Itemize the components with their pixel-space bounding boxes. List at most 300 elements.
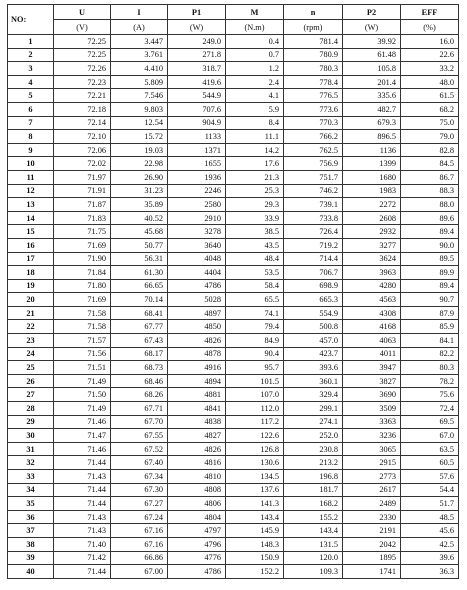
cell-p1: 1936 [168, 170, 226, 184]
cell-p1: 4796 [168, 537, 226, 551]
cell-n: 196.8 [284, 470, 343, 484]
cell-i: 3.761 [111, 48, 168, 62]
cell-eff: 48.0 [401, 75, 459, 89]
cell-no: 24 [8, 347, 54, 361]
column-header-i: I [111, 5, 168, 20]
cell-no: 29 [8, 415, 54, 429]
header-row [8, 5, 459, 20]
cell-i: 67.40 [111, 456, 168, 470]
cell-p1: 4804 [168, 510, 226, 524]
cell-eff: 75.6 [401, 388, 459, 402]
cell-m: 74.1 [226, 306, 284, 320]
cell-m: 2.4 [226, 75, 284, 89]
cell-u: 71.57 [54, 334, 111, 348]
cell-i: 67.55 [111, 429, 168, 443]
cell-i: 67.43 [111, 334, 168, 348]
cell-m: 130.6 [226, 456, 284, 470]
cell-i: 5.809 [111, 75, 168, 89]
cell-p2: 2042 [343, 537, 401, 551]
cell-m: 117.2 [226, 415, 284, 429]
cell-p2: 3624 [343, 252, 401, 266]
cell-eff: 87.9 [401, 306, 459, 320]
cell-i: 19.03 [111, 143, 168, 157]
cell-i: 67.24 [111, 510, 168, 524]
table-row [8, 402, 459, 416]
cell-p1: 4894 [168, 374, 226, 388]
cell-u: 72.23 [54, 75, 111, 89]
cell-u: 71.51 [54, 361, 111, 375]
cell-eff: 57.6 [401, 470, 459, 484]
cell-p2: 3827 [343, 374, 401, 388]
table-row [8, 497, 459, 511]
table-row [8, 252, 459, 266]
cell-p2: 2773 [343, 470, 401, 484]
cell-p1: 2580 [168, 198, 226, 212]
cell-p1: 4786 [168, 279, 226, 293]
cell-no: 19 [8, 279, 54, 293]
cell-u: 71.90 [54, 252, 111, 266]
table-row [8, 320, 459, 334]
cell-i: 67.00 [111, 565, 168, 579]
table-row [8, 347, 459, 361]
cell-m: 33.9 [226, 211, 284, 225]
table-row [8, 225, 459, 239]
cell-no: 6 [8, 102, 54, 116]
cell-p2: 201.4 [343, 75, 401, 89]
cell-eff: 89.4 [401, 279, 459, 293]
cell-p1: 4897 [168, 306, 226, 320]
cell-p1: 4827 [168, 429, 226, 443]
cell-p2: 3947 [343, 361, 401, 375]
cell-p2: 4168 [343, 320, 401, 334]
cell-p1: 4841 [168, 402, 226, 416]
cell-eff: 80.3 [401, 361, 459, 375]
cell-p2: 2330 [343, 510, 401, 524]
cell-m: 126.8 [226, 442, 284, 456]
cell-eff: 36.3 [401, 565, 459, 579]
table-row [8, 89, 459, 103]
cell-eff: 54.4 [401, 483, 459, 497]
cell-u: 71.87 [54, 198, 111, 212]
cell-p1: 4826 [168, 334, 226, 348]
cell-no: 4 [8, 75, 54, 89]
cell-no: 25 [8, 361, 54, 375]
cell-p2: 2272 [343, 198, 401, 212]
cell-p2: 3363 [343, 415, 401, 429]
cell-m: 95.7 [226, 361, 284, 375]
table-row [8, 374, 459, 388]
table-row [8, 116, 459, 130]
cell-i: 67.52 [111, 442, 168, 456]
cell-u: 71.44 [54, 565, 111, 579]
cell-p2: 3236 [343, 429, 401, 443]
cell-p1: 4797 [168, 524, 226, 538]
unit-n: (rpm) [284, 20, 343, 35]
table-row [8, 551, 459, 565]
cell-n: 299.1 [284, 402, 343, 416]
cell-n: 733.8 [284, 211, 343, 225]
unit-p1: (W) [168, 20, 226, 35]
cell-no: 12 [8, 184, 54, 198]
cell-u: 71.46 [54, 415, 111, 429]
table-row [8, 238, 459, 252]
cell-u: 71.50 [54, 388, 111, 402]
cell-i: 67.27 [111, 497, 168, 511]
cell-i: 68.46 [111, 374, 168, 388]
cell-eff: 75.0 [401, 116, 459, 130]
cell-p2: 679.3 [343, 116, 401, 130]
cell-p2: 2617 [343, 483, 401, 497]
cell-i: 66.65 [111, 279, 168, 293]
cell-eff: 67.0 [401, 429, 459, 443]
cell-m: 21.3 [226, 170, 284, 184]
cell-no: 38 [8, 537, 54, 551]
cell-u: 71.44 [54, 497, 111, 511]
cell-p2: 1983 [343, 184, 401, 198]
cell-eff: 84.5 [401, 157, 459, 171]
cell-p2: 2608 [343, 211, 401, 225]
cell-no: 36 [8, 510, 54, 524]
cell-n: 780.9 [284, 48, 343, 62]
cell-n: 131.5 [284, 537, 343, 551]
cell-u: 71.75 [54, 225, 111, 239]
cell-m: 141.3 [226, 497, 284, 511]
cell-no: 11 [8, 170, 54, 184]
cell-eff: 72.4 [401, 402, 459, 416]
cell-p1: 2246 [168, 184, 226, 198]
table-row [8, 388, 459, 402]
cell-i: 68.73 [111, 361, 168, 375]
cell-i: 61.30 [111, 266, 168, 280]
no-column-header: NO: [8, 5, 54, 35]
cell-m: 11.1 [226, 130, 284, 144]
cell-m: 58.4 [226, 279, 284, 293]
cell-eff: 82.2 [401, 347, 459, 361]
cell-i: 9.803 [111, 102, 168, 116]
cell-u: 71.83 [54, 211, 111, 225]
table-row [8, 130, 459, 144]
table-row [8, 293, 459, 307]
cell-n: 780.3 [284, 62, 343, 76]
cell-i: 50.77 [111, 238, 168, 252]
cell-u: 71.49 [54, 374, 111, 388]
cell-p1: 4916 [168, 361, 226, 375]
cell-no: 2 [8, 48, 54, 62]
cell-n: 766.2 [284, 130, 343, 144]
table-row [8, 537, 459, 551]
column-header-u: U [54, 5, 111, 20]
cell-u: 71.44 [54, 483, 111, 497]
cell-p1: 318.7 [168, 62, 226, 76]
cell-m: 84.9 [226, 334, 284, 348]
cell-n: 393.6 [284, 361, 343, 375]
cell-u: 71.91 [54, 184, 111, 198]
table-row [8, 510, 459, 524]
cell-p1: 4838 [168, 415, 226, 429]
cell-m: 65.5 [226, 293, 284, 307]
cell-i: 31.23 [111, 184, 168, 198]
cell-eff: 68.2 [401, 102, 459, 116]
cell-eff: 51.7 [401, 497, 459, 511]
cell-p2: 4011 [343, 347, 401, 361]
cell-no: 20 [8, 293, 54, 307]
cell-no: 10 [8, 157, 54, 171]
cell-m: 48.4 [226, 252, 284, 266]
cell-p2: 4563 [343, 293, 401, 307]
cell-i: 35.89 [111, 198, 168, 212]
cell-u: 72.25 [54, 35, 111, 49]
cell-m: 112.0 [226, 402, 284, 416]
cell-n: 252.0 [284, 429, 343, 443]
cell-n: 213.2 [284, 456, 343, 470]
cell-n: 230.8 [284, 442, 343, 456]
cell-no: 3 [8, 62, 54, 76]
cell-no: 26 [8, 374, 54, 388]
cell-n: 457.0 [284, 334, 343, 348]
cell-no: 33 [8, 470, 54, 484]
cell-n: 109.3 [284, 565, 343, 579]
cell-u: 71.84 [54, 266, 111, 280]
cell-n: 360.1 [284, 374, 343, 388]
cell-eff: 89.4 [401, 225, 459, 239]
cell-p1: 1371 [168, 143, 226, 157]
cell-m: 4.1 [226, 89, 284, 103]
cell-eff: 48.5 [401, 510, 459, 524]
cell-u: 71.69 [54, 238, 111, 252]
column-header-n: n [284, 5, 343, 20]
cell-eff: 86.7 [401, 170, 459, 184]
cell-p2: 1895 [343, 551, 401, 565]
cell-m: 14.2 [226, 143, 284, 157]
cell-n: 698.9 [284, 279, 343, 293]
cell-eff: 63.5 [401, 442, 459, 456]
table-body [8, 35, 459, 579]
cell-i: 22.98 [111, 157, 168, 171]
cell-p1: 707.6 [168, 102, 226, 116]
cell-m: 43.5 [226, 238, 284, 252]
table-row [8, 429, 459, 443]
cell-m: 0.7 [226, 48, 284, 62]
cell-eff: 45.6 [401, 524, 459, 538]
cell-i: 12.54 [111, 116, 168, 130]
cell-no: 7 [8, 116, 54, 130]
cell-m: 107.0 [226, 388, 284, 402]
cell-u: 71.58 [54, 320, 111, 334]
cell-eff: 82.8 [401, 143, 459, 157]
cell-m: 134.5 [226, 470, 284, 484]
cell-p2: 3277 [343, 238, 401, 252]
cell-no: 27 [8, 388, 54, 402]
cell-i: 66.86 [111, 551, 168, 565]
cell-p2: 3509 [343, 402, 401, 416]
cell-eff: 88.3 [401, 184, 459, 198]
cell-p1: 4810 [168, 470, 226, 484]
unit-i: (A) [111, 20, 168, 35]
cell-no: 31 [8, 442, 54, 456]
cell-u: 72.10 [54, 130, 111, 144]
data-table [7, 4, 459, 579]
cell-u: 71.56 [54, 347, 111, 361]
cell-p2: 61.48 [343, 48, 401, 62]
cell-m: 101.5 [226, 374, 284, 388]
cell-u: 71.40 [54, 537, 111, 551]
cell-u: 71.49 [54, 402, 111, 416]
cell-i: 68.17 [111, 347, 168, 361]
cell-eff: 61.5 [401, 89, 459, 103]
cell-p2: 482.7 [343, 102, 401, 116]
cell-n: 274.1 [284, 415, 343, 429]
cell-p2: 2489 [343, 497, 401, 511]
cell-u: 71.42 [54, 551, 111, 565]
cell-m: 148.3 [226, 537, 284, 551]
cell-u: 71.58 [54, 306, 111, 320]
cell-eff: 60.5 [401, 456, 459, 470]
cell-m: 137.6 [226, 483, 284, 497]
cell-p1: 4404 [168, 266, 226, 280]
cell-p1: 419.6 [168, 75, 226, 89]
cell-u: 71.43 [54, 470, 111, 484]
cell-n: 746.2 [284, 184, 343, 198]
cell-p2: 335.6 [343, 89, 401, 103]
cell-no: 5 [8, 89, 54, 103]
cell-n: 770.3 [284, 116, 343, 130]
cell-p1: 249.0 [168, 35, 226, 49]
cell-n: 726.4 [284, 225, 343, 239]
cell-i: 68.41 [111, 306, 168, 320]
cell-m: 8.4 [226, 116, 284, 130]
cell-u: 71.46 [54, 442, 111, 456]
cell-m: 5.9 [226, 102, 284, 116]
cell-p2: 1136 [343, 143, 401, 157]
unit-row [8, 20, 459, 35]
cell-eff: 84.1 [401, 334, 459, 348]
cell-m: 0.4 [226, 35, 284, 49]
cell-i: 67.70 [111, 415, 168, 429]
unit-u: (V) [54, 20, 111, 35]
cell-p2: 3065 [343, 442, 401, 456]
cell-i: 67.16 [111, 537, 168, 551]
cell-m: 145.9 [226, 524, 284, 538]
cell-no: 40 [8, 565, 54, 579]
table-row [8, 565, 459, 579]
cell-p1: 1655 [168, 157, 226, 171]
table-row [8, 211, 459, 225]
column-header-p1: P1 [168, 5, 226, 20]
cell-p2: 4308 [343, 306, 401, 320]
table-row [8, 456, 459, 470]
cell-i: 67.34 [111, 470, 168, 484]
table-row [8, 184, 459, 198]
cell-i: 56.31 [111, 252, 168, 266]
cell-p2: 1680 [343, 170, 401, 184]
cell-no: 30 [8, 429, 54, 443]
table-row [8, 35, 459, 49]
cell-m: 150.9 [226, 551, 284, 565]
table-row [8, 334, 459, 348]
unit-eff: (%) [401, 20, 459, 35]
table-row [8, 442, 459, 456]
cell-n: 706.7 [284, 266, 343, 280]
cell-p2: 3690 [343, 388, 401, 402]
cell-n: 773.6 [284, 102, 343, 116]
cell-p1: 4786 [168, 565, 226, 579]
table-row [8, 266, 459, 280]
cell-i: 26.90 [111, 170, 168, 184]
cell-p1: 544.9 [168, 89, 226, 103]
cell-i: 40.52 [111, 211, 168, 225]
cell-eff: 90.7 [401, 293, 459, 307]
cell-p2: 4063 [343, 334, 401, 348]
cell-p1: 4776 [168, 551, 226, 565]
cell-no: 34 [8, 483, 54, 497]
table-row [8, 170, 459, 184]
cell-n: 781.4 [284, 35, 343, 49]
cell-u: 71.80 [54, 279, 111, 293]
cell-i: 70.14 [111, 293, 168, 307]
cell-n: 181.7 [284, 483, 343, 497]
cell-u: 72.26 [54, 62, 111, 76]
cell-n: 155.2 [284, 510, 343, 524]
cell-eff: 89.9 [401, 266, 459, 280]
cell-i: 68.26 [111, 388, 168, 402]
cell-m: 143.4 [226, 510, 284, 524]
cell-i: 4.410 [111, 62, 168, 76]
table-row [8, 470, 459, 484]
cell-eff: 69.5 [401, 415, 459, 429]
cell-i: 67.30 [111, 483, 168, 497]
cell-n: 423.7 [284, 347, 343, 361]
cell-p1: 4878 [168, 347, 226, 361]
cell-m: 122.6 [226, 429, 284, 443]
cell-eff: 33.2 [401, 62, 459, 76]
cell-no: 35 [8, 497, 54, 511]
cell-no: 18 [8, 266, 54, 280]
cell-no: 23 [8, 334, 54, 348]
cell-eff: 89.6 [401, 211, 459, 225]
cell-eff: 85.9 [401, 320, 459, 334]
column-header-p2: P2 [343, 5, 401, 20]
cell-eff: 39.6 [401, 551, 459, 565]
cell-m: 53.5 [226, 266, 284, 280]
cell-p1: 4850 [168, 320, 226, 334]
cell-u: 72.21 [54, 89, 111, 103]
cell-n: 762.5 [284, 143, 343, 157]
cell-m: 152.2 [226, 565, 284, 579]
cell-p2: 1399 [343, 157, 401, 171]
table-row [8, 75, 459, 89]
cell-p1: 3640 [168, 238, 226, 252]
table-row [8, 62, 459, 76]
cell-u: 72.18 [54, 102, 111, 116]
cell-eff: 22.6 [401, 48, 459, 62]
cell-n: 554.9 [284, 306, 343, 320]
cell-p2: 1741 [343, 565, 401, 579]
cell-i: 7.546 [111, 89, 168, 103]
table-row [8, 483, 459, 497]
cell-u: 71.69 [54, 293, 111, 307]
cell-u: 72.02 [54, 157, 111, 171]
cell-i: 67.16 [111, 524, 168, 538]
table-row [8, 198, 459, 212]
cell-no: 21 [8, 306, 54, 320]
cell-p1: 4881 [168, 388, 226, 402]
unit-m: (N.m) [226, 20, 284, 35]
cell-no: 37 [8, 524, 54, 538]
cell-p1: 4048 [168, 252, 226, 266]
cell-i: 67.71 [111, 402, 168, 416]
cell-n: 120.0 [284, 551, 343, 565]
cell-p1: 1133 [168, 130, 226, 144]
